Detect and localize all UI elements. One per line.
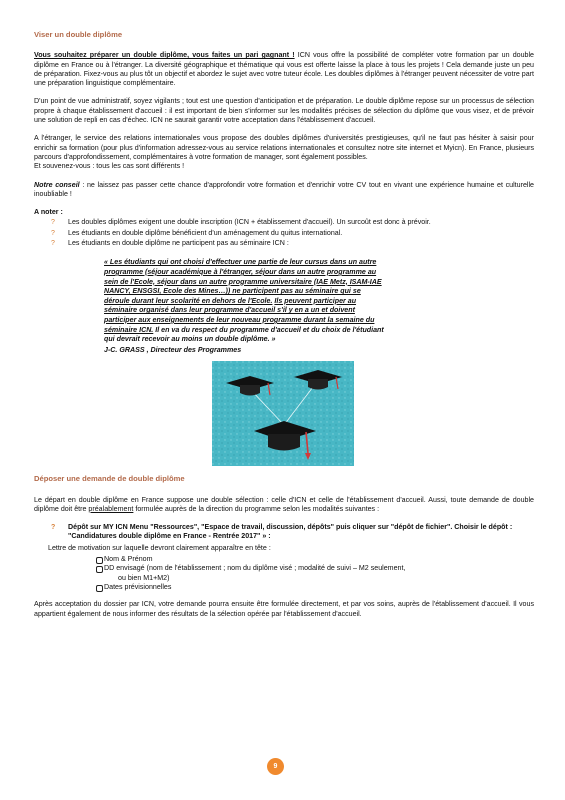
document-page (34, 30, 534, 628)
depot-list (34, 523, 534, 542)
paragraph-depart: Le départ en double diplôme en France suppose une double sélection : celle d'ICN et celle de l'établissement d'accueil. Aussi, toute demande de double diplôme doit être préalablement formulée auprès de la direction du programme selon les modalités suivantes : (34, 495, 534, 513)
list-item: Dates prévisionnelles (34, 583, 534, 592)
paragraph-conseil: Notre conseil : ne laissez pas passer cette chance d'approfondir votre formation et d'enrichir votre CV tout en vivant une expérience humaine et culturelle inoubliable ! (34, 180, 534, 198)
bullet-icon: ? (51, 229, 55, 237)
bullet-icon: ? (51, 219, 55, 227)
bullet-icon: ? (51, 524, 56, 532)
graduation-caps-illustration (212, 361, 354, 466)
section-heading-double-diplome: Viser un double diplôme (34, 30, 123, 39)
list-item-continuation: ou bien M1+M2) (118, 573, 170, 582)
paragraph-etranger: A l'étranger, le service des relations internationales vous propose des doubles diplômes d'universités prestigieuses, qu'il ne faut pas hésiter à saisir pour enrichir sa formation (pour plus d'information adressez-vous au service relations internationales et consultez notre site internet et Myicn). En France, plusieurs parcours d'approfondissement, complémentaires à votre formation de manager, sont également possibles. Et souvenez-vous : tous les cas sont différents ! (34, 134, 534, 171)
checkbox-icon (96, 585, 103, 592)
list-item: ? Dépôt sur MY ICN Menu "Ressources", "Espace de travail, discussion, dépôts" puis cliquer sur "dépôt de fichier". Choisir le dépôt : "Candidatures double diplôme en France - Rentrée 2017" » : (51, 523, 513, 541)
list-item: ? Les étudiants en double diplôme ne participent pas au séminaire ICN : (51, 239, 289, 248)
page-number-badge: 9 (267, 758, 284, 775)
a-noter-heading: A noter : (34, 208, 63, 217)
list-item: ? Les étudiants en double diplôme bénéficient d'un aménagement du quitus international. (51, 228, 343, 237)
motivation-line: Lettre de motivation sur laquelle devront clairement apparaître en tête : (48, 543, 271, 552)
paragraph-acceptation: Après acceptation du dossier par ICN, votre demande pourra ensuite être formulée directement, et par vos soins, auprès de l'établissement d'accueil. Il vous appartient également de nous informer des résultats de la sélection opérée par l'établissement d'accueil. (34, 600, 534, 618)
checkbox-icon (96, 566, 103, 573)
checkbox-icon (96, 557, 103, 564)
paragraph-intro: Vous souhaitez préparer un double diplôme, vous faites un pari gagnant ! ICN vous offre la possibilité de compléter votre formation par un double diplôme en France ou à l'étranger. La diversité géographique et thématique qui vous est offerte laisse la place à tous les projets ! Cela demande juste un peu de préparation. Fixez-vous au plus tôt un objectif et abordez le sujet avec votre tuteur école. Les doubles diplômes à l'étranger peuvent nécessiter de votre part une préparation linguistique complémentaire. (34, 51, 534, 88)
list-item: DD envisagé (nom de l'établissement ; nom du diplôme visé ; modalité de suivi – M2 seulement, (34, 564, 534, 573)
bullet-icon: ? (51, 240, 55, 248)
director-quote: « Les étudiants qui ont choisi d'effectuer une partie de leur cursus dans un autre programme (séjour académique à l'étranger, séjour dans un autre programme au sein de l'Ecole, séjour dans un autre programme universitaire (IAE Metz, ISAM-IAE NANCY, ENSGSI, Ecole des Mines…)) ne participent pas au séminaire qui se déroule durant leur scolarité en dehors de l'Ecole. Ils peuvent participer au séminaire organisé dans leur programme d'accueil s'il y en a un et doivent participer aux enseignements de leur nouveau programme durant la semaine du séminaire ICN. Il en va du respect du programme d'accueil et du choix de l'étudiant qui devrait recevoir au moins un double diplôme. » J-C. GRASS , Directeur des Programmes (104, 258, 384, 354)
paragraph-administratif: D'un point de vue administratif, soyez vigilants ; tout est une question d'anticipation et de préparation. Le double diplôme repose sur un processus de sélection propre à chaque établissement d'accueil : il est important de bien s'informer sur les modalités précises de sélection du diplôme que vous visez, et de prévoir une solution de repli en cas d'échec. ICN ne saurait garantir votre acceptation dans l'établissement d'accueil. (34, 97, 534, 125)
list-item: Nom & Prénom (34, 555, 534, 564)
motivation-items (34, 555, 534, 592)
notes-list (34, 218, 534, 248)
graduation-caps-icon (212, 361, 354, 466)
list-item: ? Les doubles diplômes exigent une double inscription (ICN + établissement d'accueil). Un surcoût est donc à prévoir. (51, 218, 431, 227)
quote-signature: J-C. GRASS , Directeur des Programmes (104, 345, 242, 354)
section-heading-demande: Déposer une demande de double diplôme (34, 474, 185, 484)
